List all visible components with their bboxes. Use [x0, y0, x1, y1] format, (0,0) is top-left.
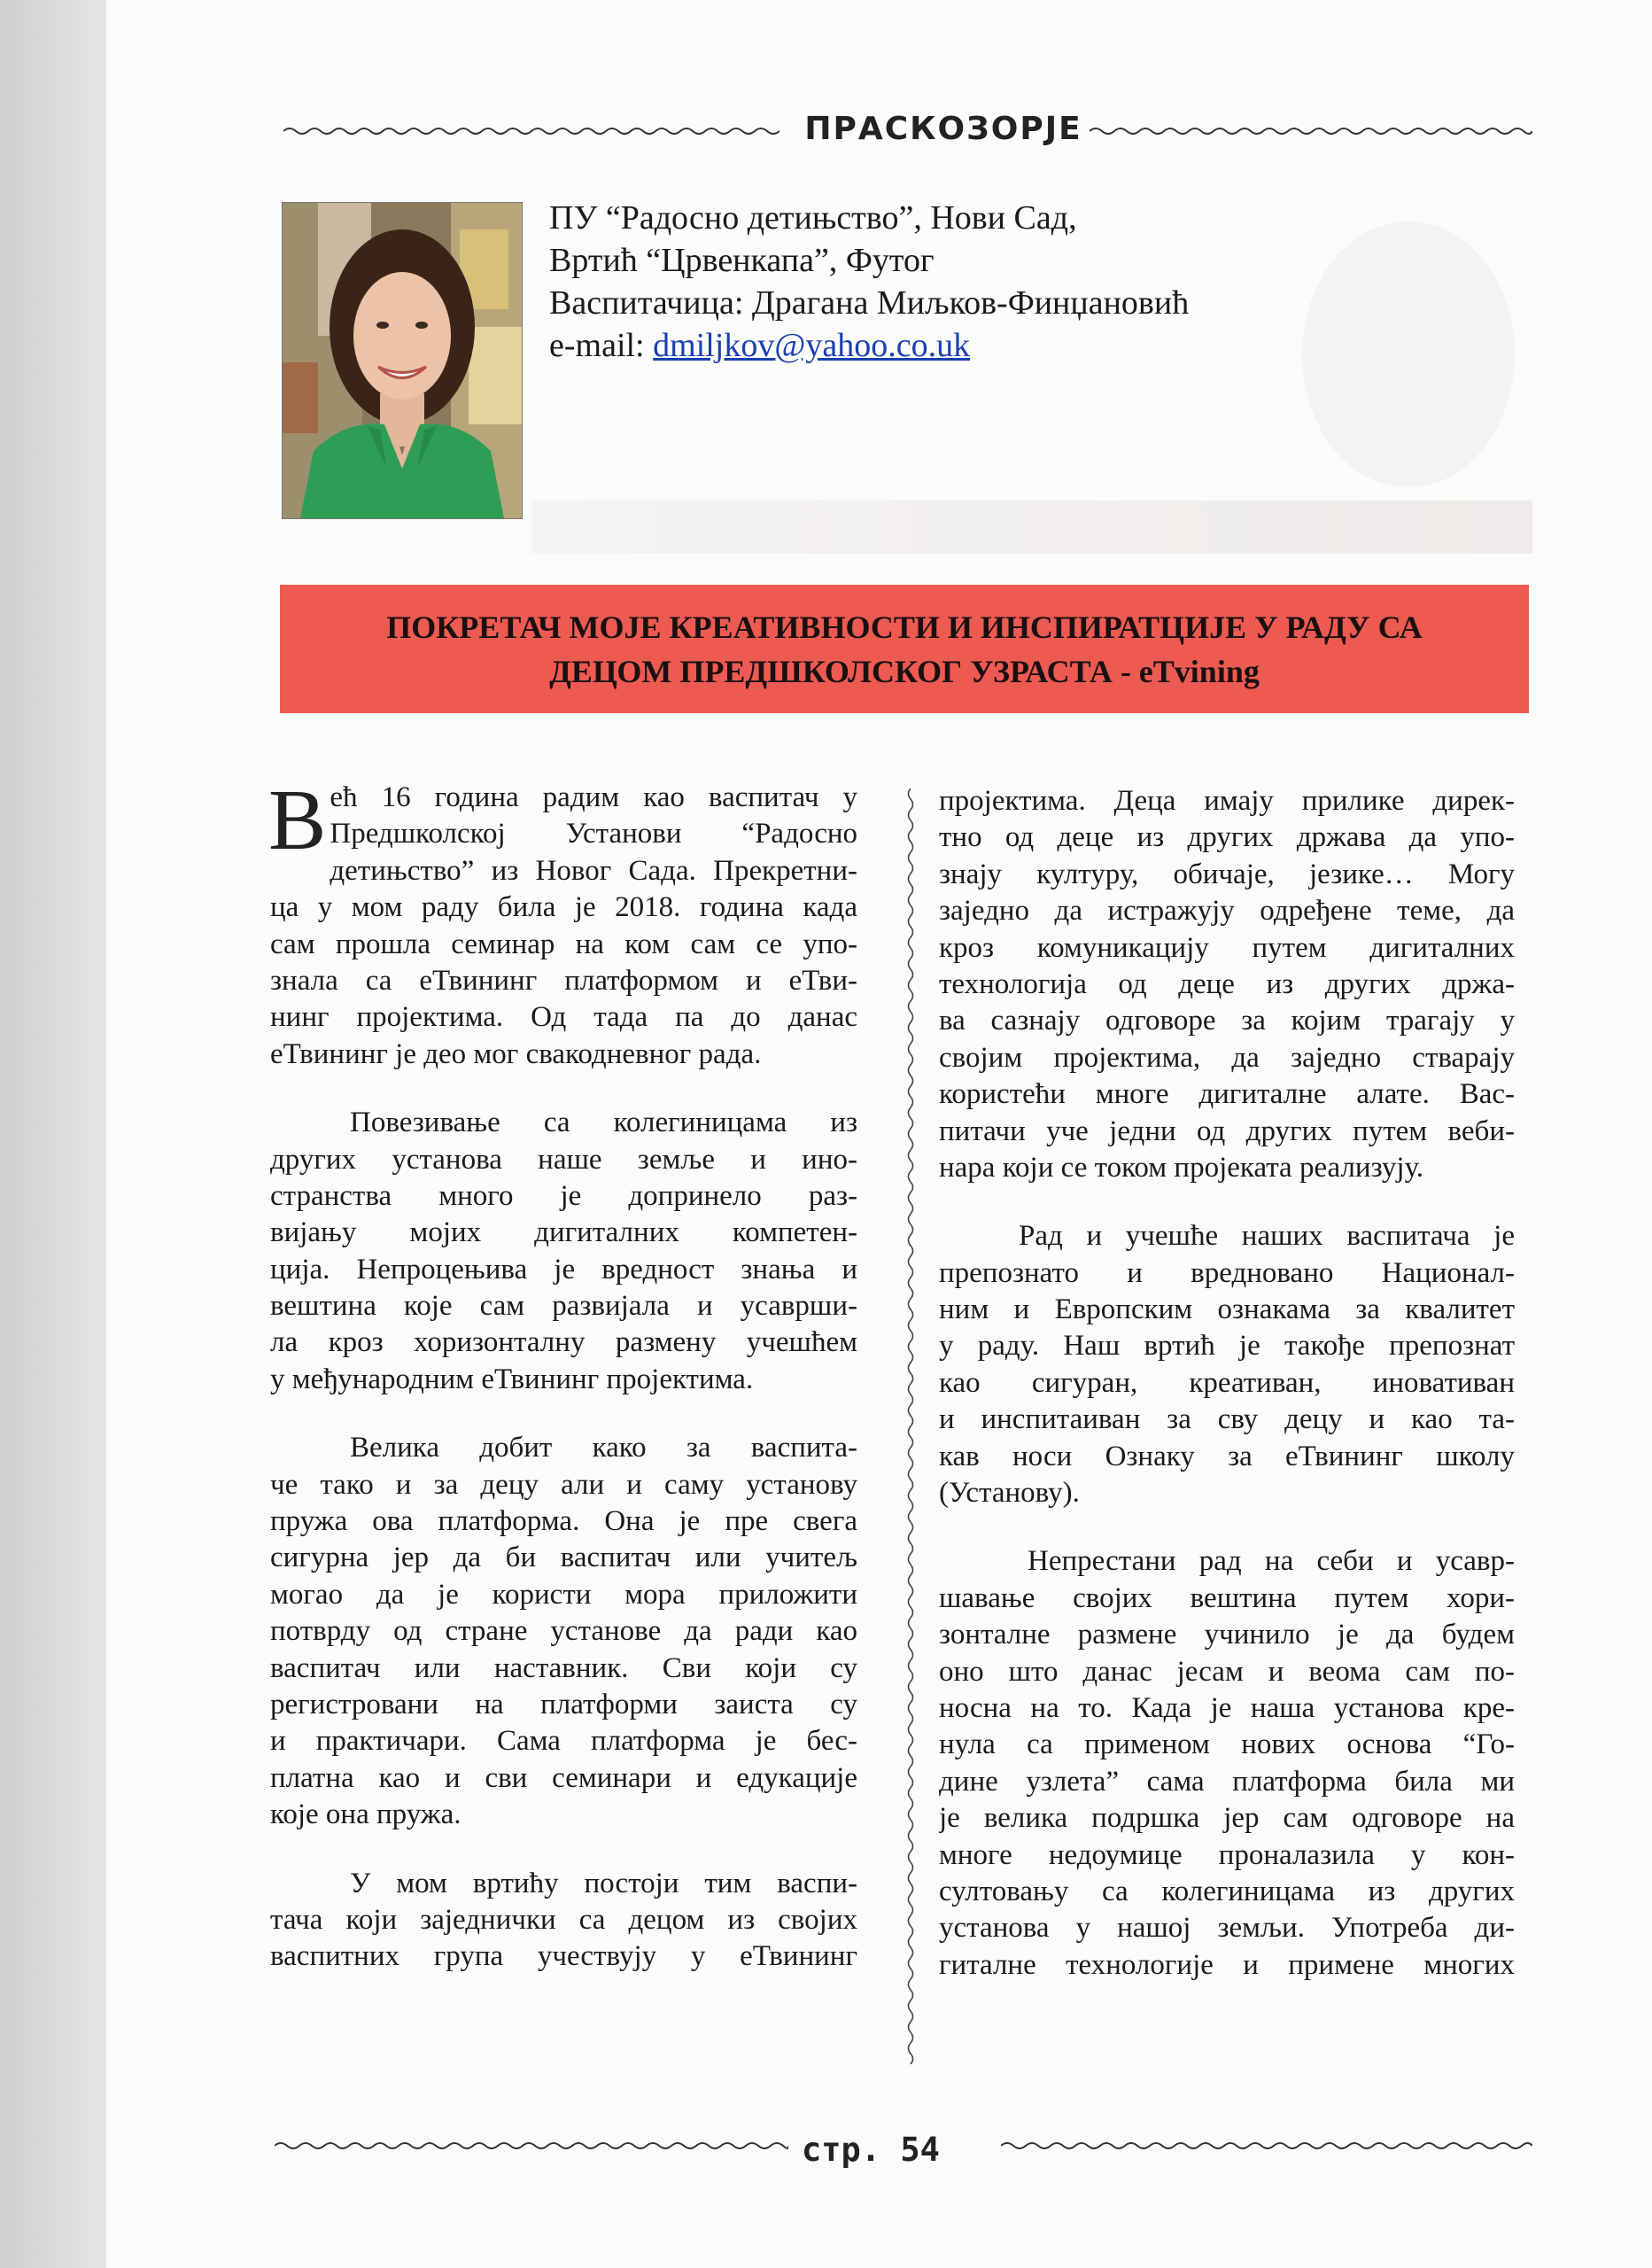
- text-line: нара који се током пројеката реализују.: [939, 1151, 1424, 1184]
- text-line: Повезивање са колегиницама из: [350, 1107, 857, 1139]
- text-line: оно што данас јесам и веома сам по-: [939, 1655, 1515, 1688]
- text-line: установа у нашој земљи. Употреба ди-: [939, 1912, 1515, 1945]
- email-label: e-mail:: [549, 327, 654, 364]
- text-line: У мом вртићу постоји тим васпи-: [350, 1867, 857, 1899]
- left-paragraph-4: [270, 1866, 857, 1976]
- article-title-banner: [280, 585, 1529, 713]
- text-line: је велика подршка јер сам одговоре на: [939, 1802, 1515, 1835]
- article-title: [386, 605, 1423, 694]
- text-line: Предшколској Установи “Радосно: [330, 818, 857, 850]
- text-line: могао да је користи мора приложити: [270, 1578, 857, 1611]
- text-line: заједно да истражују одређене теме, да: [939, 895, 1515, 928]
- footer-wave-left: [275, 2137, 788, 2155]
- footer-wave-right: [1001, 2137, 1532, 2155]
- text-line: знала са еТвининг платформом и еТви-: [270, 964, 857, 997]
- bleed-through-strip: [531, 501, 1532, 554]
- text-line: у међународним еТвининг пројектима.: [270, 1363, 754, 1395]
- text-line: сам прошла семинар на ком сам се упо-: [270, 928, 857, 960]
- page-number: стр. 54: [802, 2131, 940, 2169]
- text-line: технологија од деце из других држа-: [939, 967, 1515, 1000]
- text-line: ла кроз хоризонталну размену учешћем: [270, 1326, 857, 1359]
- text-line: препознато и вредновано Национал-: [939, 1256, 1515, 1289]
- text-line: носна на то. Када је наша установа кре-: [939, 1691, 1515, 1724]
- text-line: потврду од стране установе да ради као: [270, 1615, 857, 1648]
- text-line: васпитач или наставник. Сви који су: [270, 1651, 857, 1684]
- header-wave-left: [283, 122, 779, 140]
- magazine-title: ПРАСКОЗОРЈЕ: [804, 111, 1082, 147]
- text-line: тача који заједнички са децом из својих: [270, 1903, 857, 1936]
- text-line: Рад и учешће наших васпитача је: [1019, 1220, 1515, 1253]
- text-line: нинг пројектима. Од тада па до данас: [270, 1001, 857, 1034]
- text-line: ним и Европским ознакама за квалитет: [939, 1293, 1515, 1326]
- email-line: [549, 324, 1098, 367]
- text-line: тно од деце из других држава да упо-: [939, 821, 1515, 854]
- text-line: странства много је допринело раз-: [270, 1179, 857, 1212]
- text-line: гиталне технологије и примене многих: [939, 1948, 1515, 1981]
- text-line: које она пружа.: [270, 1798, 461, 1831]
- text-line: и инспитаиван за сву децу и као та-: [939, 1403, 1515, 1436]
- text-line: (Установу).: [939, 1477, 1080, 1510]
- text-line: вештина које сам развијала и усаврши-: [270, 1290, 857, 1323]
- text-line: других установа наше земље и ино-: [270, 1143, 857, 1176]
- left-paragraph-2: [270, 1105, 857, 1398]
- text-line: дине узлета” сама платформа била ми: [939, 1765, 1515, 1798]
- text-line: питачи уче једни од других путем веби-: [939, 1115, 1515, 1147]
- text-line: вијању мојих дигиталних компетен-: [270, 1216, 857, 1249]
- drop-cap: В: [268, 773, 327, 868]
- bleed-through-circle: [1302, 221, 1515, 487]
- text-line: султовању са колегиницама из других: [939, 1875, 1515, 1907]
- right-column: [939, 783, 1515, 1984]
- teacher-line: Васпитачица: Драгана Миљков-Финџановић: [549, 284, 1190, 322]
- text-line: регистровани на платформи заиста су: [270, 1688, 857, 1720]
- article-title-line-2: ДЕЦОМ ПРЕДШКОЛСКОГ УЗРАСТА - eTvining: [549, 653, 1260, 689]
- header-wave-right: [1090, 122, 1532, 140]
- author-info: [549, 197, 1190, 367]
- text-line: Велика добит како за васпита-: [350, 1432, 857, 1464]
- left-paragraph-1: [268, 773, 857, 1073]
- author-photo: [282, 202, 523, 519]
- right-paragraph-1: [939, 783, 1515, 1186]
- text-line: ећ 16 година радим као васпитач у: [330, 781, 857, 813]
- kindergarten-line: Вртић “Црвенкапа”, Футог: [549, 242, 935, 279]
- right-paragraph-2: [939, 1218, 1515, 1511]
- left-paragraph-3: [270, 1430, 857, 1833]
- text-line: ца у мом раду била је 2018. година када: [270, 891, 857, 924]
- text-line: својим пројектима, да заједно стварају: [939, 1041, 1515, 1074]
- text-line: као сигуран, креативан, иновативан: [939, 1366, 1515, 1399]
- institution-line: ПУ “Радосно детињство”, Нови Сад,: [549, 199, 1077, 237]
- email-link[interactable]: dmiljkov@yahoo.co.uk: [653, 327, 971, 364]
- text-line: кроз комуникацију путем дигиталних: [939, 931, 1515, 964]
- text-line: детињство” из Новог Сада. Прекретни-: [330, 854, 857, 887]
- column-divider: [904, 788, 918, 2064]
- text-line: зонталне размене учинило је да будем: [939, 1619, 1515, 1651]
- text-line: знају културу, обичаје, језике… Могу: [939, 858, 1515, 890]
- text-line: и практичари. Сама платформа је бес-: [270, 1725, 857, 1758]
- text-line: нула са применом нових основа “Го-: [939, 1728, 1515, 1761]
- left-column: [268, 773, 857, 1976]
- text-line: сигурна јер да би васпитач или учитељ: [270, 1542, 857, 1574]
- text-line: еТвининг је део мог свакодневног рада.: [270, 1037, 762, 1070]
- article-title-line-1: ПОКРЕТАЧ МОЈЕ КРЕАТИВНОСТИ И ИНСПИРАТЦИЈЕ У РАДУ СА: [386, 609, 1423, 645]
- text-line: кав носи Ознаку за еТвининг школу: [939, 1440, 1515, 1472]
- text-line: у раду. Наш вртић је такође препознат: [939, 1330, 1515, 1363]
- text-line: ција. Непроцењива је вредност знања и: [270, 1253, 857, 1285]
- text-line: васпитних група учествују у еТвининг: [270, 1940, 857, 1973]
- text-line: ва сазнају одговоре за којим трагају у: [939, 1005, 1515, 1037]
- text-line: многе недоумице проналазила у кон-: [939, 1838, 1515, 1871]
- text-line: Непрестани рад на себи и усавр-: [1028, 1545, 1515, 1578]
- right-paragraph-3: [939, 1543, 1515, 1984]
- text-line: че тако и за децу али и саму установу: [270, 1468, 857, 1501]
- text-line: шавање својих вештина путем хори-: [939, 1581, 1515, 1614]
- text-line: користећи многе дигиталне алате. Вас-: [939, 1078, 1515, 1111]
- text-line: пројектима. Деца имају прилике дирек-: [939, 785, 1515, 817]
- text-line: платна као и сви семинари и едукације: [270, 1761, 857, 1794]
- text-line: пружа ова платформа. Она је пре свега: [270, 1505, 857, 1538]
